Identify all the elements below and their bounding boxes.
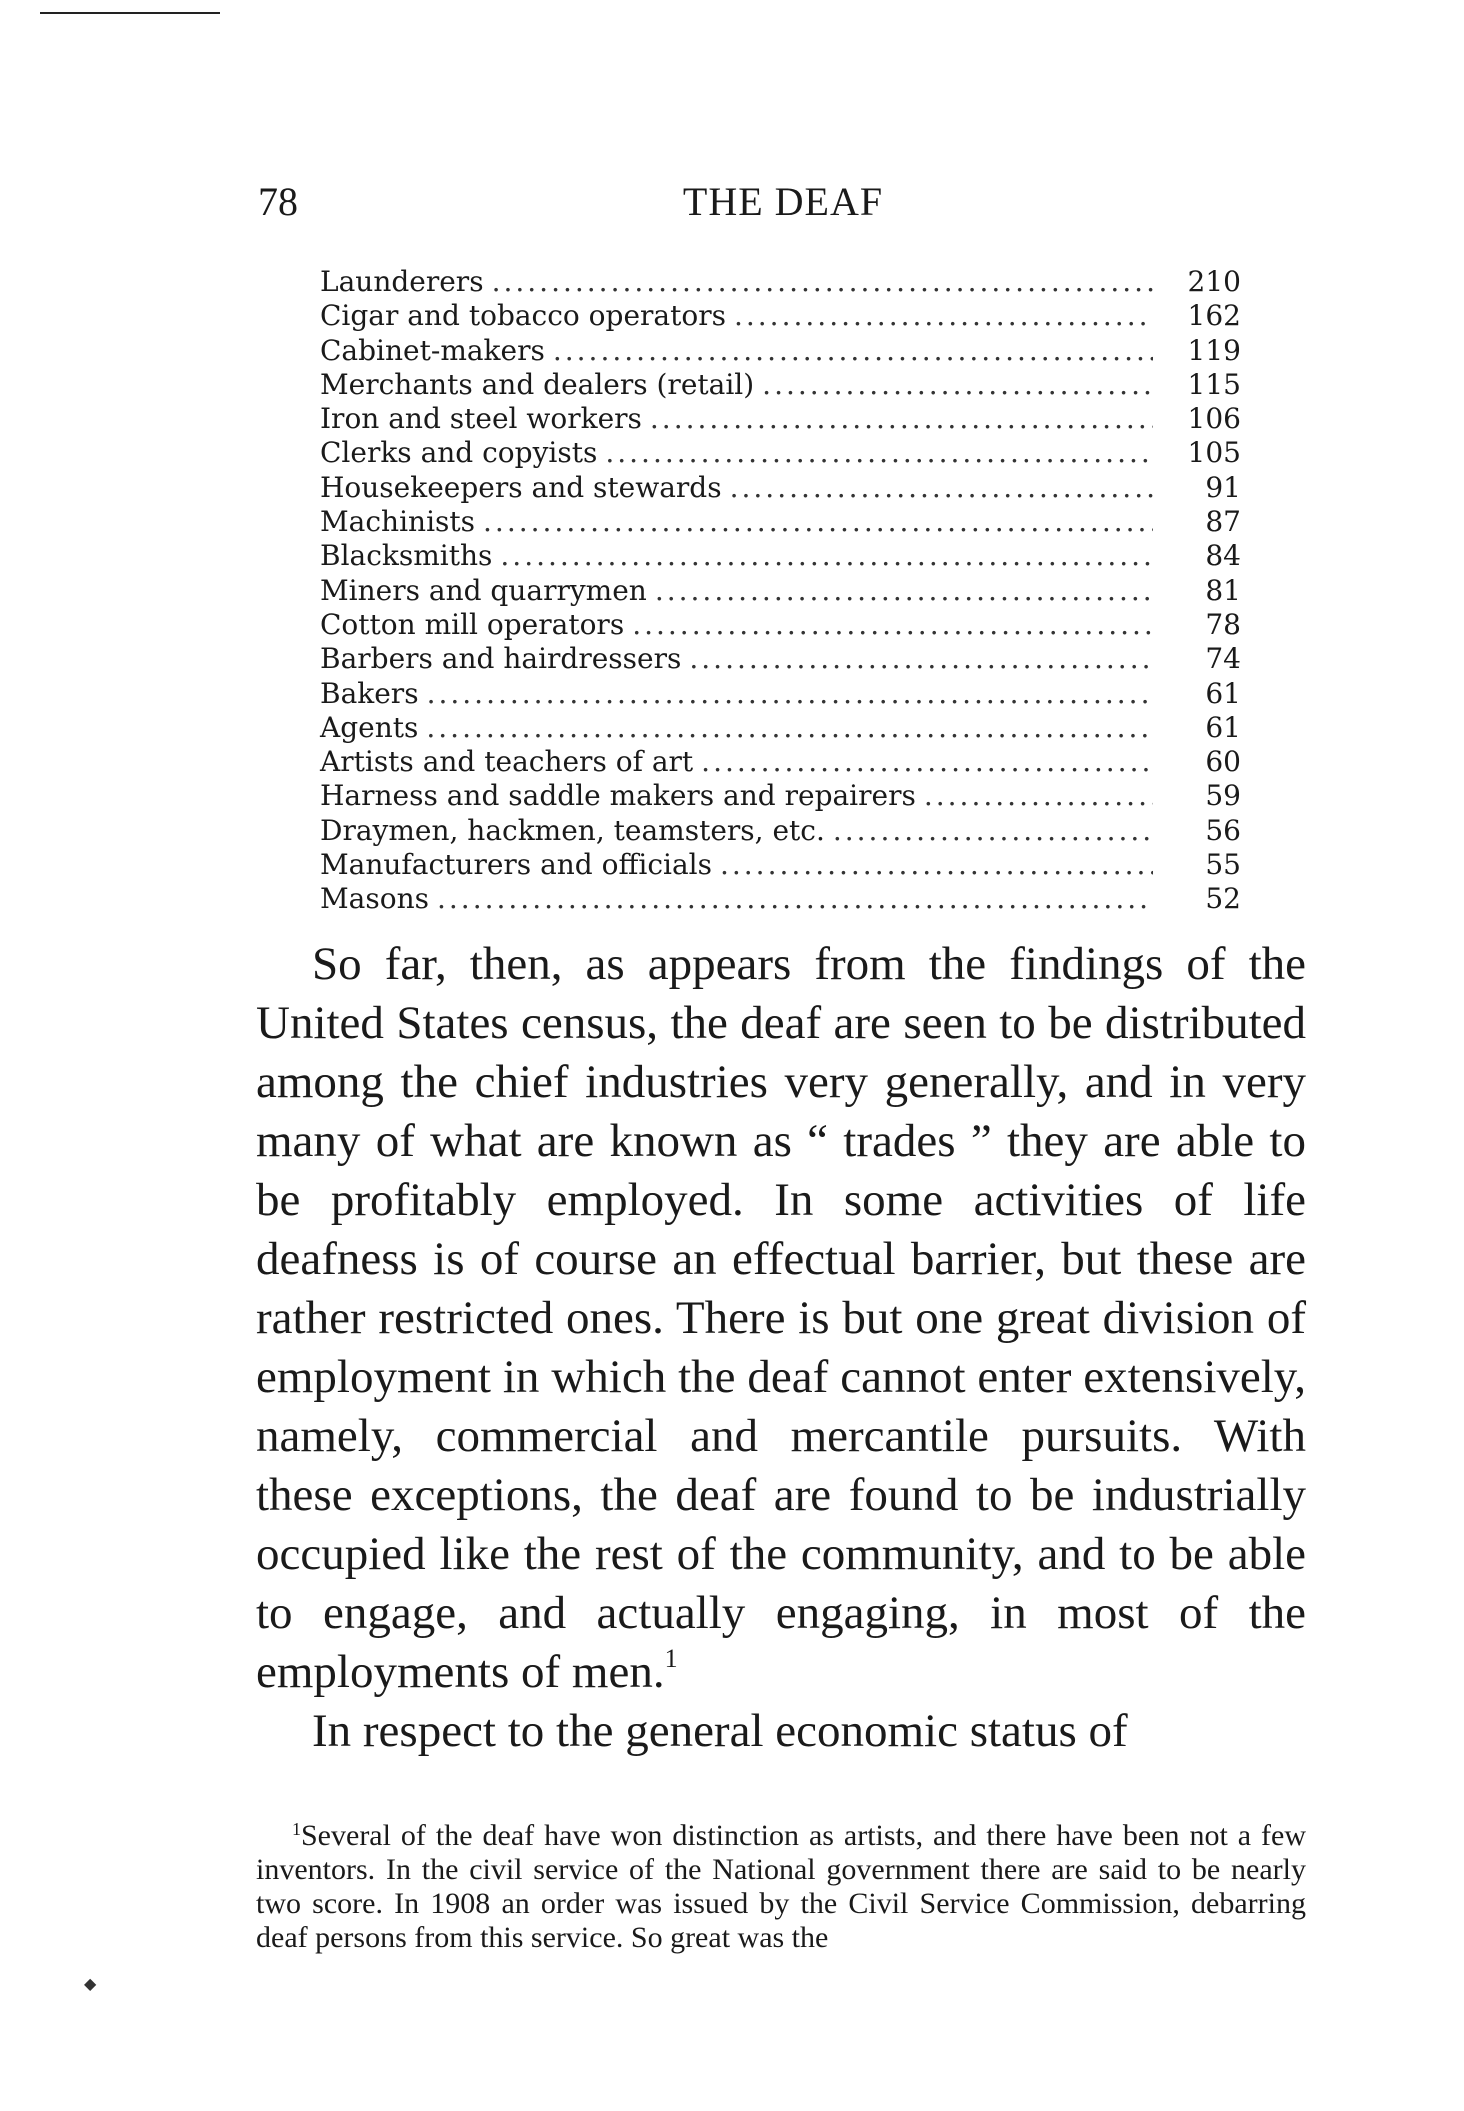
footnote-marker: 1: [292, 1819, 301, 1839]
table-row: [320, 677, 1245, 711]
footnote-paragraph: [256, 1819, 1306, 1955]
dot-leader: [730, 471, 1153, 505]
table-row: [320, 402, 1245, 436]
dot-leader: [720, 848, 1153, 882]
dot-leader: [553, 334, 1153, 368]
occupation-name: Cotton mill operators: [320, 607, 625, 641]
dot-leader: [924, 779, 1153, 813]
occupation-name: Miners and quarrymen: [320, 573, 647, 607]
table-row: [320, 814, 1245, 848]
body-paragraph: [256, 935, 1306, 1702]
body-paragraph: [256, 1702, 1306, 1761]
footnote-text: Several of the deaf have won distinction as artists, and there have been not a few inventors. In the civil service of the National government there are said to be nearly two score. In 1908 an order was issued by the Civil Service Commission, debarring deaf persons from this service. So great was the: [256, 1819, 1306, 1954]
dot-leader: [762, 368, 1153, 402]
paragraph-text: So far, then, as appears from the findings of the United States census, the deaf are seen to be distributed among the chief industries very generally, and in very many of what are known as “ trades ” they are able to be profitably employed. In some activities of life deafness is of course an effectual barrier, but these are rather restricted ones. There is but one great division of employment in which the deaf cannot enter extensively, namely, commercial and mercantile pursuits. With these exceptions, the deaf are found to be industrially occupied like the rest of the community, and to be able to engage, and actually engaging, in most of the employments of men.: [256, 938, 1306, 1698]
occupation-count: 162: [1187, 299, 1241, 333]
occupation-name: Merchants and dealers (retail): [320, 367, 755, 401]
occupation-name: Manufacturers and officials: [320, 848, 712, 882]
dot-leader: [605, 436, 1153, 470]
table-row: [320, 779, 1245, 813]
table-row: [320, 608, 1245, 642]
occupation-count: 61: [1205, 710, 1241, 744]
dot-leader: [427, 677, 1153, 711]
dot-leader: [483, 505, 1153, 539]
occupation-count: 52: [1205, 882, 1241, 916]
dot-leader: [689, 642, 1153, 676]
occupation-count: 56: [1205, 813, 1241, 847]
dot-leader: [492, 265, 1153, 299]
occupation-count: 74: [1205, 642, 1241, 676]
occupation-name: Draymen, hackmen, teamsters, etc.: [320, 813, 825, 847]
table-row: [320, 334, 1245, 368]
occupation-name: Cigar and tobacco operators: [320, 299, 726, 333]
occupation-name: Clerks and copyists: [320, 436, 598, 470]
occupation-name: Housekeepers and stewards: [320, 470, 722, 504]
occupation-count: 106: [1187, 402, 1241, 436]
occupation-count: 87: [1205, 505, 1241, 539]
table-row: [320, 848, 1245, 882]
occupation-count: 115: [1187, 367, 1241, 401]
footnote: [256, 1819, 1306, 1955]
dot-leader: [437, 882, 1153, 916]
top-edge-rule: [40, 12, 220, 14]
occupation-table: [320, 265, 1245, 917]
occupation-count: 78: [1205, 607, 1241, 641]
occupation-name: Blacksmiths: [320, 539, 493, 573]
occupation-name: Agents: [320, 710, 419, 744]
dot-leader: [701, 745, 1153, 779]
occupation-name: Masons: [320, 882, 429, 916]
occupation-name: Artists and teachers of art: [320, 745, 694, 779]
table-row: [320, 574, 1245, 608]
occupation-count: 84: [1205, 539, 1241, 573]
occupation-name: Harness and saddle makers and repairers: [320, 779, 916, 813]
occupation-name: Cabinet-makers: [320, 333, 545, 367]
footnote-reference: 1: [664, 1644, 678, 1673]
occupation-name: Machinists: [320, 505, 476, 539]
table-row: [320, 711, 1245, 745]
table-row: [320, 368, 1245, 402]
table-row: [320, 471, 1245, 505]
dot-leader: [500, 539, 1153, 573]
paragraph-text: In respect to the general economic status of: [312, 1705, 1128, 1757]
dot-leader: [734, 299, 1153, 333]
occupation-count: 91: [1205, 470, 1241, 504]
table-row: [320, 436, 1245, 470]
occupation-count: 60: [1205, 745, 1241, 779]
margin-mark-icon: ◆: [84, 1974, 97, 1993]
table-row: [320, 882, 1245, 916]
table-row: [320, 642, 1245, 676]
table-row: [320, 299, 1245, 333]
occupation-name: Barbers and hairdressers: [320, 642, 682, 676]
page-number: 78: [258, 179, 298, 224]
occupation-name: Bakers: [320, 676, 419, 710]
occupation-count: 61: [1205, 676, 1241, 710]
table-row: [320, 745, 1245, 779]
dot-leader: [655, 574, 1153, 608]
occupation-name: Iron and steel workers: [320, 402, 642, 436]
occupation-name: Launderers: [320, 265, 484, 298]
occupation-count: 210: [1187, 265, 1241, 298]
table-row: [320, 539, 1245, 573]
running-head: THE DEAF: [682, 179, 884, 224]
dot-leader: [833, 814, 1153, 848]
occupation-count: 105: [1187, 436, 1241, 470]
dot-leader: [426, 711, 1153, 745]
occupation-count: 59: [1205, 779, 1241, 813]
page-header: [258, 178, 1308, 238]
table-row: [320, 265, 1245, 299]
dot-leader: [650, 402, 1153, 436]
occupation-count: 55: [1205, 848, 1241, 882]
occupation-count: 119: [1187, 333, 1241, 367]
table-row: [320, 505, 1245, 539]
dot-leader: [632, 608, 1153, 642]
main-body-text: [256, 935, 1306, 1761]
occupation-count: 81: [1205, 573, 1241, 607]
